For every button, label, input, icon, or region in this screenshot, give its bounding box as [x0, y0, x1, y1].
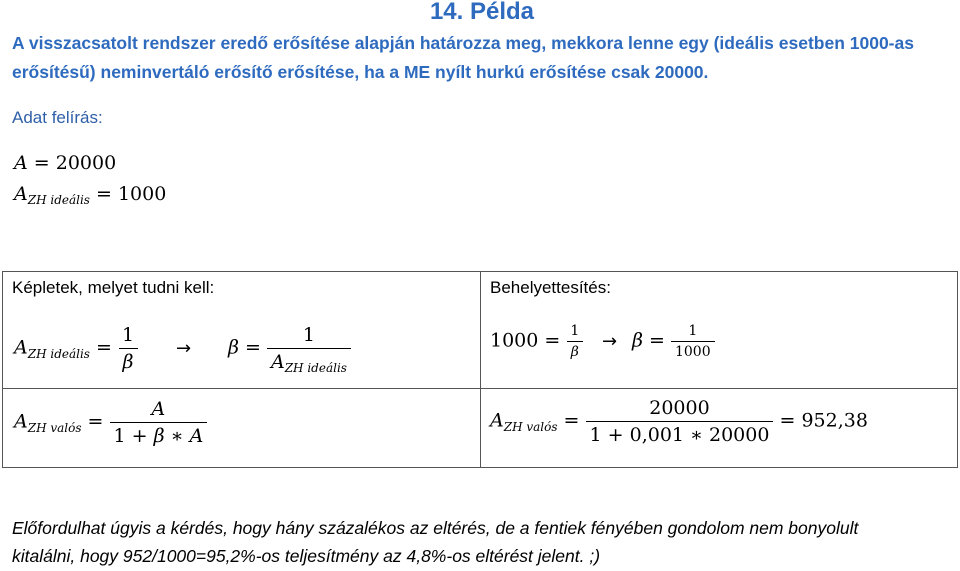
substitution-eq-1: 1000 = $\frac{1}{\beta}$ — [490, 323, 583, 360]
fraction-1-over-beta — [118, 324, 138, 373]
table-left-border — [2, 271, 3, 468]
substitution-eq-2: $A_{ZH valós}$ = $\frac{20000}{1 + 0,001 ∗ 20000}$ = 952,38 — [490, 397, 868, 446]
subscript-zh-idealis: ZH ideális — [284, 361, 347, 375]
equation-a-zh-ideal: $A_{ZH ideális} = 1000$ — [14, 183, 167, 207]
fraction-numerator: 1 — [688, 323, 698, 339]
data-section-label: Adat felírás: — [12, 108, 103, 127]
fraction-1-over-1000 — [671, 323, 715, 360]
subscript-zh-valos: ZH valós — [503, 419, 558, 434]
substitution-label: Behelyettesítés: — [490, 278, 611, 297]
subscript-zh-valos: ZH valós — [27, 420, 82, 435]
table-right-border — [957, 271, 958, 468]
formula-beta: β = $\frac{1}{A_{ZH ideális}}$ — [228, 324, 351, 373]
note-line-2: kitalálni, hogy 952/1000=95,2%-os teljesítmény az 4,8%-os eltérést jelent. ;) — [12, 546, 601, 566]
right-arrow-icon: → — [176, 338, 192, 359]
fraction-a-over-1-plus-beta-a — [110, 398, 208, 447]
formulas-label: Képletek, melyet tudni kell: — [12, 278, 215, 297]
fraction-numerator: 1 — [570, 323, 580, 339]
a-value: 20000 — [55, 152, 117, 174]
fraction-numerator: 1 — [302, 324, 316, 346]
formula-a-zh-valos: $A_{ZH valós}$ = $\frac{A}{1 + \beta ∗ A}$ — [14, 398, 207, 447]
fraction-denominator: 1 + β ∗ A — [110, 422, 208, 447]
eq2-result: = 952,38 — [779, 409, 868, 432]
a-zh-ideal-value: 1000 — [117, 183, 167, 205]
note-line-1: Előfordulhat úgyis a kérdés, hogy hány százalékos az eltérés, de a fentiek fényében gondolom nem bonyolult — [12, 518, 859, 538]
fraction-denominator: 1000 — [671, 341, 715, 360]
fraction-1-over-a-zh — [267, 324, 351, 373]
task-line-1: A visszacsatolt rendszer eredő erősítése alapján határozza meg, mekkora lenne egy (ideális esetben 1000-as — [12, 33, 914, 53]
right-arrow-icon: → — [602, 331, 618, 352]
substitution-beta: β = $\frac{1}{1000}$ — [632, 323, 715, 360]
fraction-20000-over-sum — [586, 397, 774, 446]
subscript-zh-idealis: ZH ideális — [27, 346, 90, 361]
table-center-divider — [480, 271, 481, 468]
fraction-1-over-beta — [566, 323, 583, 360]
eq1-left-value: 1000 — [490, 329, 539, 352]
subscript-zh-idealis: ZH ideális — [27, 193, 90, 207]
fraction-denominator: β — [567, 341, 583, 360]
fraction-numerator: A — [151, 398, 166, 420]
equation-a: A = 20000 — [14, 152, 117, 174]
fraction-denominator: $A_{ZH ideális}$ — [267, 348, 351, 373]
fraction-numerator: 1 — [121, 324, 135, 346]
formula-a-zh-ideal: $A_{ZH ideális}$ = $\frac{1}{\beta}$ — [14, 324, 138, 373]
fraction-denominator: 1 + 0,001 ∗ 20000 — [586, 421, 774, 446]
fraction-numerator: 20000 — [649, 397, 710, 419]
task-line-2: erősítésű) neminvertáló erősítő erősítése, ha a ME nyílt hurkú erősítése csak 20000. — [12, 62, 709, 82]
page-title: 14. Példa — [429, 0, 534, 25]
fraction-denominator: β — [119, 348, 138, 373]
